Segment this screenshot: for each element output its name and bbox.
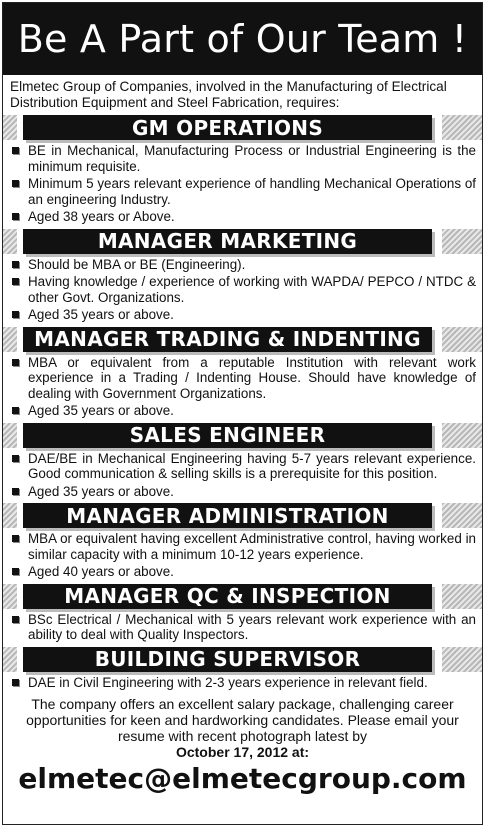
decorative-stripe <box>3 229 17 254</box>
position-title: MANAGER MARKETING <box>23 229 432 254</box>
requirement-item <box>10 612 476 643</box>
requirements-list <box>3 143 482 225</box>
positions-list <box>3 115 482 690</box>
position-header-row <box>3 115 482 140</box>
square-bullet-icon <box>12 213 19 220</box>
position-header-row <box>3 423 482 448</box>
decorative-stripe <box>3 115 17 140</box>
requirement-item <box>10 209 476 225</box>
position-section <box>3 115 482 225</box>
requirement-text: MBA or equivalent having excellent Administrative control, having worked in similar capacity with a minimum 10-12 years experience. <box>28 531 476 562</box>
position-section <box>3 423 482 500</box>
requirement-text: Minimum 5 years relevant experience of handling Mechanical Operations of an engineering Industry. <box>28 176 476 207</box>
requirement-text: Aged 35 years or above. <box>28 403 174 418</box>
requirement-text: DAE/BE in Mechanical Engineering having 5-7 years relevant experience. Good communication & selling skills is a prerequisite for this position. <box>28 450 476 481</box>
decorative-stripe <box>442 584 482 609</box>
requirement-item <box>10 675 476 691</box>
position-title: SALES ENGINEER <box>23 423 432 448</box>
requirements-list <box>3 675 482 691</box>
square-bullet-icon <box>12 535 19 542</box>
decorative-stripe <box>442 115 482 140</box>
square-bullet-icon <box>12 407 19 414</box>
position-section <box>3 647 482 691</box>
square-bullet-icon <box>12 311 19 318</box>
requirement-text: Aged 40 years or above. <box>28 564 174 579</box>
position-header-row <box>3 584 482 609</box>
position-section <box>3 503 482 580</box>
decorative-stripe <box>3 647 17 672</box>
requirement-item <box>10 564 476 580</box>
requirement-item <box>10 274 476 305</box>
requirements-list <box>3 257 482 323</box>
square-bullet-icon <box>12 455 19 462</box>
requirement-text: Should be MBA or BE (Engineering). <box>28 256 246 272</box>
decorative-stripe <box>3 503 17 528</box>
requirement-text: Having knowledge / experience of working with WAPDA/ PEPCO / NTDC & other Govt. Organizations. <box>28 274 476 305</box>
decorative-stripe <box>442 423 482 448</box>
decorative-stripe <box>442 229 482 254</box>
footer-text <box>3 692 482 760</box>
requirement-text: BSc Electrical / Mechanical with 5 years relevant work experience with an ability to deal with Quality Inspectors. <box>28 611 476 642</box>
position-title: MANAGER QC & INSPECTION <box>23 584 432 609</box>
square-bullet-icon <box>12 180 19 187</box>
requirement-item <box>10 355 476 402</box>
contact-email[interactable]: elmetec@elmetecgroup.com <box>18 762 467 795</box>
requirement-item <box>10 484 476 500</box>
square-bullet-icon <box>12 568 19 575</box>
requirements-list <box>3 612 482 643</box>
position-header-row <box>3 647 482 672</box>
position-section <box>3 584 482 643</box>
job-advertisement <box>2 2 483 825</box>
decorative-stripe <box>442 503 482 528</box>
square-bullet-icon <box>12 147 19 154</box>
position-title: BUILDING SUPERVISOR <box>23 647 432 672</box>
requirement-text: MBA or equivalent from a reputable Institution with relevant work experience in a Trading / Indenting House. Should have knowledge of dealing with Government Organizations. <box>28 354 476 401</box>
square-bullet-icon <box>12 679 19 686</box>
requirement-item <box>10 451 476 482</box>
requirement-text: BE in Mechanical, Manufacturing Process or Industrial Engineering is the minimum requisite. <box>28 143 476 174</box>
position-title: MANAGER TRADING & INDENTING <box>23 327 432 352</box>
requirement-item <box>10 176 476 207</box>
position-title: MANAGER ADMINISTRATION <box>23 503 432 528</box>
position-header-row <box>3 229 482 254</box>
square-bullet-icon <box>12 359 19 366</box>
square-bullet-icon <box>12 616 19 623</box>
company-intro: Elmetec Group of Companies, involved in the Manufacturing of Electrical Distribution Equipment and Steel Fabrication, requires: <box>10 79 447 110</box>
requirement-text: Aged 35 years or above. <box>28 307 174 322</box>
position-header-row <box>3 503 482 528</box>
decorative-stripe <box>3 423 17 448</box>
requirement-text: Aged 35 years or above. <box>28 483 174 499</box>
position-section <box>3 229 482 323</box>
position-section <box>3 327 482 419</box>
requirement-item <box>10 307 476 323</box>
requirement-text: Aged 38 years or Above. <box>28 209 175 224</box>
position-title: GM OPERATIONS <box>23 115 432 140</box>
square-bullet-icon <box>12 278 19 285</box>
square-bullet-icon <box>12 488 19 495</box>
requirements-list <box>3 355 482 419</box>
requirement-item <box>10 531 476 562</box>
requirements-list <box>3 451 482 500</box>
footer-body: The company offers an excellent salary package, challenging career opportunities for keen and hardworking candidates. Please email your resume with recent photograph latest by <box>26 696 459 744</box>
position-header-row <box>3 327 482 352</box>
square-bullet-icon <box>12 261 19 268</box>
deadline-date: October 17, 2012 at: <box>175 744 310 760</box>
decorative-stripe <box>3 584 17 609</box>
requirement-item <box>10 143 476 174</box>
decorative-stripe <box>3 327 17 352</box>
requirement-item <box>10 403 476 419</box>
requirements-list <box>3 531 482 580</box>
requirement-item <box>10 257 476 273</box>
decorative-stripe <box>442 327 482 352</box>
requirement-text: DAE in Civil Engineering with 2-3 years experience in relevant field. <box>28 674 428 690</box>
decorative-stripe <box>442 647 482 672</box>
ad-title: Be A Part of Our Team ! <box>3 3 482 75</box>
